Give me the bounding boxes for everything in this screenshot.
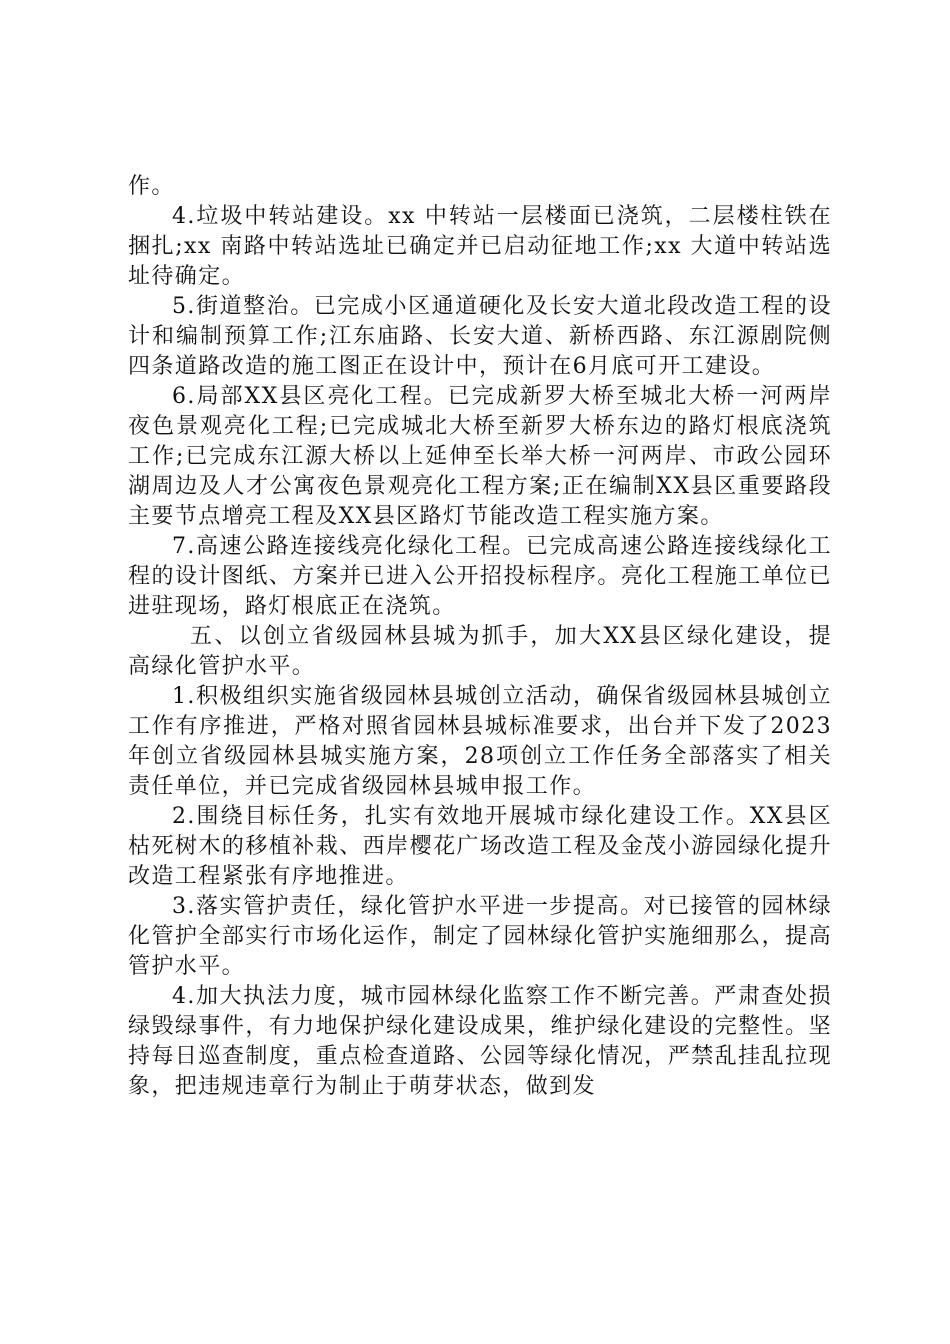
paragraph-item-5-street-renovation: 5.街道整治。已完成小区通道硬化及长安大道北段改造工程的设计和编制预算工作;江东庙路、长安大道、新桥西路、东江源剧院侧四条道路改造的施工图正在设计中，预计在6月底可开工建设。 (128, 294, 832, 379)
paragraph-continuation: 作。 (128, 174, 175, 199)
section-heading-five: 五、以创立省级园林县城为抓手，加大XX县区绿化建设，提高绿化管护水平。 (128, 624, 832, 679)
paragraph-item-4-enforcement: 4.加大执法力度，城市园林绿化监察工作不断完善。严肃查处损绿毁绿事件，有力地保护绿化建设成果，维护绿化建设的完整性。坚持每日巡查制度，重点检查道路、公园等绿化情况，严禁乱挂乱拉现象，把违规违章行为制止于萌芽状态，做到发 (128, 984, 832, 1099)
paragraph-item-7-highway-project: 7.高速公路连接线亮化绿化工程。已完成高速公路连接线绿化工程的设计图纸、方案并已进入公开招投标程序。亮化工程施工单位已进驻现场，路灯根底正在浇筑。 (128, 534, 832, 619)
paragraph-item-6-lighting-project: 6.局部XX县区亮化工程。已完成新罗大桥至城北大桥一河两岸夜色景观亮化工程;已完成城北大桥至新罗大桥东边的路灯根底浇筑工作;已完成东江源大桥以上延伸至长举大桥一河两岸、市政公园环湖周边及人才公寓夜色景观亮化工程方案;正在编制XX县区重要路段主要节点增亮工程及XX县区路灯节能改造工程实施方案。 (128, 384, 832, 529)
paragraph-item-2-greening: 2.围绕目标任务，扎实有效地开展城市绿化建设工作。XX县区枯死树木的移植补栽、西岸樱花广场改造工程及金茂小游园绿化提升改造工程紧张有序地推进。 (128, 804, 832, 889)
paragraph-item-4-transfer-station: 4.垃圾中转站建设。xx 中转站一层楼面已浇筑，二层楼柱铁在捆扎;xx 南路中转站选址已确定并已启动征地工作;xx 大道中转站选址待确定。 (128, 204, 832, 289)
paragraph-item-3-maintenance: 3.落实管护责任，绿化管护水平进一步提高。对已接管的园林绿化管护全部实行市场化运作，制定了园林绿化管护实施细那么，提高管护水平。 (128, 894, 832, 979)
paragraph-item-1-garden-county: 1.积极组织实施省级园林县城创立活动，确保省级园林县城创立工作有序推进，严格对照省园林县城标准要求，出台并下发了2023年创立省级园林县城实施方案，28项创立工作任务全部落实了相关责任单位，并已完成省级园林县城申报工作。 (128, 684, 832, 799)
document-body (128, 172, 832, 1102)
